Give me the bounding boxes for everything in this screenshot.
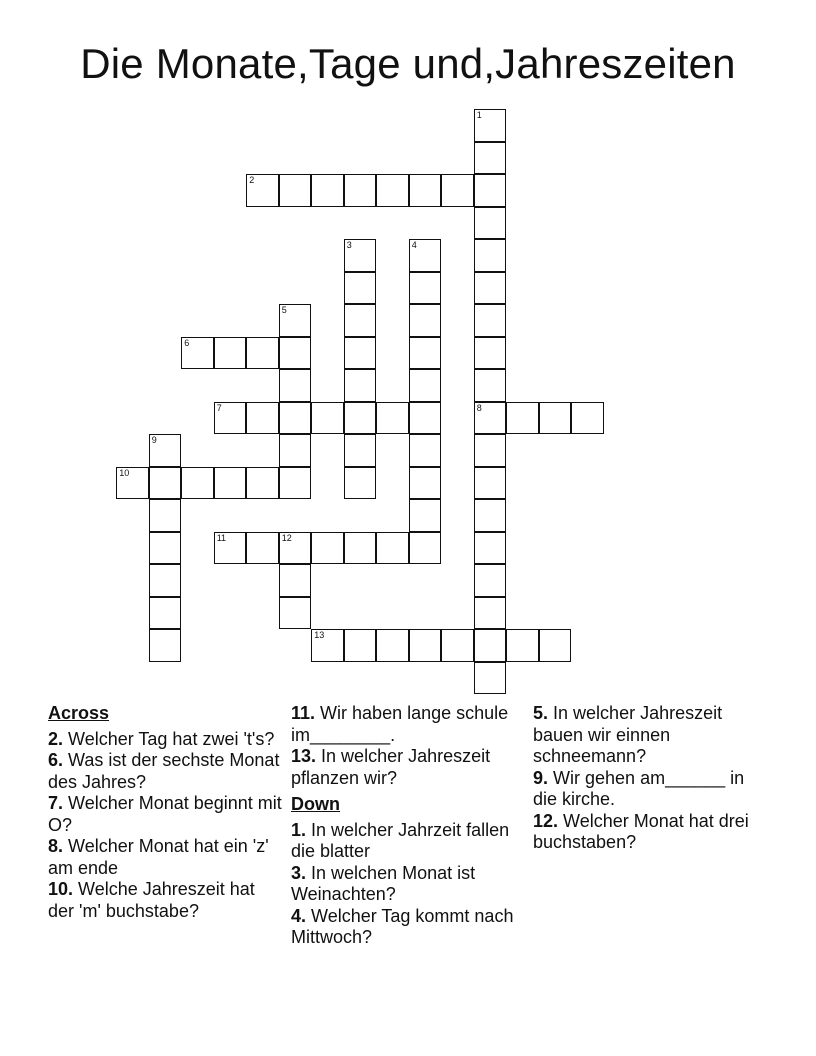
clues-column-3: [533, 703, 773, 854]
puzzle-title: Die Monate,Tage und,Jahreszeiten: [80, 40, 736, 87]
clue-number: 3: [346, 240, 352, 251]
grid-cell[interactable]: [181, 337, 214, 370]
grid-cell[interactable]: [279, 369, 312, 402]
grid-cell[interactable]: [474, 564, 507, 597]
grid-cell[interactable]: [409, 402, 442, 435]
down-heading: Down: [291, 794, 340, 814]
clue-down-1: 1. In welcher Jahrzeit fallen die blatter: [291, 819, 510, 861]
grid-cell[interactable]: [344, 304, 377, 337]
grid-cell[interactable]: [214, 532, 247, 565]
grid-cell[interactable]: [474, 629, 507, 662]
clue-number: 5: [281, 305, 287, 316]
grid-cell[interactable]: [311, 402, 344, 435]
grid-cell[interactable]: [409, 337, 442, 370]
grid-cell[interactable]: [214, 402, 247, 435]
clue-number: 2: [249, 175, 255, 186]
grid-cell[interactable]: [149, 532, 182, 565]
clue-down-3: 3. In welchen Monat ist Weinachten?: [291, 862, 476, 904]
grid-cell[interactable]: [474, 304, 507, 337]
clue-across-2: 2. Welcher Tag hat zwei 't's?: [48, 728, 275, 749]
clue-across-11: 11. Wir haben lange schule im________.: [291, 703, 509, 745]
grid-cell[interactable]: [246, 402, 279, 435]
grid-cell[interactable]: [149, 499, 182, 532]
grid-cell[interactable]: [279, 337, 312, 370]
grid-cell[interactable]: [344, 174, 377, 207]
grid-cell[interactable]: [474, 402, 507, 435]
grid-cell[interactable]: [246, 337, 279, 370]
clue-number: 6: [184, 337, 190, 348]
clue-number: 4: [411, 240, 417, 251]
clue-across-10: 10. Welche Jahreszeit hat der 'm' buchstabe?: [48, 879, 255, 921]
clue-number: 1: [476, 110, 482, 121]
grid-cell[interactable]: [279, 532, 312, 565]
grid-cell[interactable]: [441, 174, 474, 207]
clues-column-1: [48, 703, 283, 922]
grid-cell[interactable]: [181, 467, 214, 500]
across-heading: Across: [48, 703, 110, 723]
clue-down-5: 5. In welcher Jahreszeit bauen wir einnen schneemann?: [533, 703, 723, 766]
grid-cell[interactable]: [279, 304, 312, 337]
grid-cell[interactable]: [409, 272, 442, 305]
grid-cell[interactable]: [474, 207, 507, 240]
grid-cell[interactable]: [409, 467, 442, 500]
grid-cell[interactable]: [409, 434, 442, 467]
grid-cell[interactable]: [409, 239, 442, 272]
grid-cell[interactable]: [376, 174, 409, 207]
grid-cell[interactable]: [149, 434, 182, 467]
clue-down-12: 12. Welcher Monat hat drei buchstaben?: [533, 810, 749, 852]
grid-cell[interactable]: [344, 239, 377, 272]
grid-cell[interactable]: [344, 532, 377, 565]
grid-cell[interactable]: [409, 174, 442, 207]
clue-down-4: 4. Welcher Tag kommt nach Mittwoch?: [291, 905, 514, 947]
clue-across-6: 6. Was ist der sechste Monat des Jahres?: [48, 750, 280, 792]
grid-cell[interactable]: [474, 337, 507, 370]
clue-number: 13: [314, 630, 325, 641]
grid-cell[interactable]: [149, 629, 182, 662]
clues-column-2: [291, 703, 531, 949]
grid-cell[interactable]: [506, 629, 539, 662]
clue-number: 9: [151, 435, 157, 446]
grid-cell[interactable]: [246, 174, 279, 207]
grid-cell[interactable]: [344, 467, 377, 500]
clue-across-13: 13. In welcher Jahreszeit pflanzen wir?: [291, 746, 491, 788]
grid-cell[interactable]: [409, 629, 442, 662]
grid-cell[interactable]: [409, 304, 442, 337]
grid-cell[interactable]: [474, 662, 507, 695]
grid-cell[interactable]: [149, 564, 182, 597]
grid-cell[interactable]: [246, 467, 279, 500]
clue-number: 7: [216, 402, 222, 413]
grid-cell[interactable]: [474, 109, 507, 142]
grid-cell[interactable]: [279, 174, 312, 207]
grid-cell[interactable]: [409, 532, 442, 565]
grid-cell[interactable]: [474, 142, 507, 175]
grid-cell[interactable]: [279, 467, 312, 500]
grid-cell[interactable]: [474, 174, 507, 207]
grid-cell[interactable]: [344, 369, 377, 402]
grid-cell[interactable]: [149, 597, 182, 630]
grid-cell[interactable]: [376, 532, 409, 565]
clue-number: 8: [476, 402, 482, 413]
grid-cell[interactable]: [311, 532, 344, 565]
grid-cell[interactable]: [116, 467, 149, 500]
grid-cell[interactable]: [311, 174, 344, 207]
grid-cell[interactable]: [279, 597, 312, 630]
grid-cell[interactable]: [409, 499, 442, 532]
grid-cell[interactable]: [474, 434, 507, 467]
grid-cell[interactable]: [539, 629, 572, 662]
grid-cell[interactable]: [279, 564, 312, 597]
grid-cell[interactable]: [214, 337, 247, 370]
grid-cell[interactable]: [344, 402, 377, 435]
grid-cell[interactable]: [214, 467, 247, 500]
grid-cell[interactable]: [474, 467, 507, 500]
grid-cell[interactable]: [409, 369, 442, 402]
grid-cell[interactable]: [344, 337, 377, 370]
grid-cell[interactable]: [474, 239, 507, 272]
grid-cell[interactable]: [344, 434, 377, 467]
grid-cell[interactable]: [279, 402, 312, 435]
grid-cell[interactable]: [376, 629, 409, 662]
grid-cell[interactable]: [246, 532, 279, 565]
grid-cell[interactable]: [474, 272, 507, 305]
grid-cell[interactable]: [149, 467, 182, 500]
clue-down-9: 9. Wir gehen am______ in die kirche.: [533, 767, 745, 809]
grid-cell[interactable]: [571, 402, 604, 435]
grid-cell[interactable]: [344, 272, 377, 305]
grid-cell[interactable]: [474, 597, 507, 630]
clue-number: 11: [216, 532, 227, 543]
clue-across-8: 8. Welcher Monat hat ein 'z' am ende: [48, 836, 269, 878]
grid-cell[interactable]: [539, 402, 572, 435]
grid-cell[interactable]: [474, 532, 507, 565]
grid-cell[interactable]: [474, 369, 507, 402]
grid-cell[interactable]: [474, 499, 507, 532]
grid-cell[interactable]: [279, 434, 312, 467]
grid-cell[interactable]: [344, 629, 377, 662]
grid-cell[interactable]: [376, 402, 409, 435]
grid-cell[interactable]: [441, 629, 474, 662]
grid-cell[interactable]: [506, 402, 539, 435]
clue-across-7: 7. Welcher Monat beginnt mit O?: [48, 793, 282, 835]
grid-cell[interactable]: [311, 629, 344, 662]
clue-number: 12: [281, 532, 292, 543]
clue-number: 10: [119, 467, 130, 478]
